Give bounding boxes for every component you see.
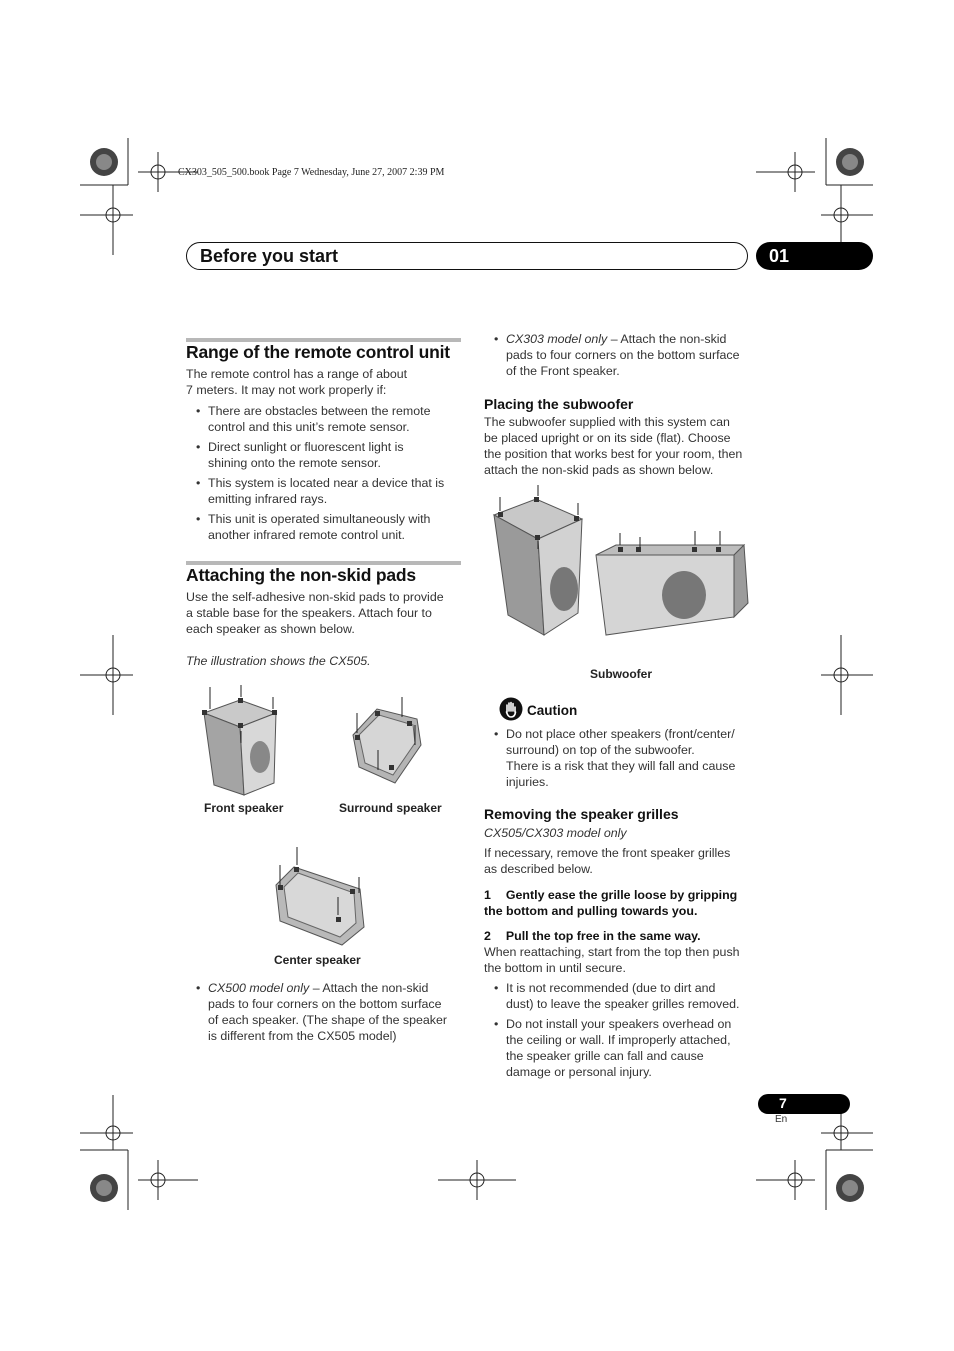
subwoofer-line: attach the non-skid pads as shown below. (484, 463, 714, 477)
subwoofer-line: the position that works best for your room, then (484, 447, 743, 461)
list-item: • CX500 model only – Attach the non-skid pads to four corners on the bottom surface of each speaker. (The shape of the speaker is different from the CX505 model) (186, 980, 471, 1044)
grille-intro-line: as described below. (484, 862, 593, 876)
subwoofer-title: Placing the subwoofer (484, 396, 634, 412)
grille-intro-line: If necessary, remove the front speaker grilles (484, 846, 731, 860)
caution-title: Caution (527, 703, 578, 718)
subwoofer-illustration (486, 485, 756, 645)
cx500-note (186, 980, 471, 1048)
list-item: • It is not recommended (due to dirt and dust) to leave the speaker grilles removed. (484, 980, 774, 1012)
illustration-note: The illustration shows the CX505. (186, 654, 371, 668)
list-item: • There are obstacles between the remote control and this unit’s remote sensor. (186, 403, 466, 435)
pads-intro-line: each speaker as shown below. (186, 622, 355, 636)
caption-surround-speaker: Surround speaker (339, 801, 442, 815)
step-number: 1 (484, 888, 491, 902)
caption-subwoofer: Subwoofer (590, 667, 652, 681)
pads-intro (186, 589, 444, 637)
chapter-number: 01 (769, 246, 790, 266)
range-intro-line: The remote control has a range of about (186, 367, 408, 381)
center-speaker-illustration (270, 845, 370, 950)
reattach-note (484, 944, 740, 976)
page-title: Before you start (200, 246, 339, 266)
list-item: • This unit is operated simultaneously with another infrared remote control unit. (186, 511, 466, 543)
range-intro (186, 366, 407, 398)
page-number: 7 (779, 1095, 787, 1111)
subwoofer-line: The subwoofer supplied with this system can (484, 415, 730, 429)
range-section-title: Range of the remote control unit (186, 342, 450, 362)
step-2: 2 Pull the top free in the same way. (484, 929, 701, 943)
pads-section-title: Attaching the non-skid pads (186, 565, 416, 585)
page-language: En (775, 1114, 788, 1125)
reattach-line: the bottom in until secure. (484, 961, 626, 975)
front-speaker-illustration (196, 685, 291, 800)
file-info-line: CX303_505_500.book Page 7 Wednesday, June 27, 2007 2:39 PM (178, 167, 445, 178)
list-item: • Do not place other speakers (front/center/ surround) on top of the subwoofer. There is a risk that they will fall and cause injuries. (484, 726, 769, 790)
subwoofer-intro (484, 414, 742, 478)
list-item: • Direct sunlight or fluorescent light is shining onto the remote sensor. (186, 439, 466, 471)
list-item: • CX303 model only – Attach the non-skid pads to four corners on the bottom surface of the Front speaker. (484, 331, 769, 379)
page-number-tab (758, 1094, 850, 1114)
step-number: 2 (484, 929, 491, 943)
caution-bullets (484, 726, 769, 794)
step-1: 1 Gently ease the grille loose by gripping the bottom and pulling towards you. (484, 888, 738, 918)
caption-center-speaker: Center speaker (274, 953, 361, 967)
list-item: • This system is located near a device that is emitting infrared rays. (186, 475, 466, 507)
surround-speaker-illustration (345, 695, 430, 790)
grille-title: Removing the speaker grilles (484, 806, 679, 822)
grille-model: CX505/CX303 model only (484, 826, 627, 840)
caption-front-speaker: Front speaker (204, 801, 284, 815)
list-item: • Do not install your speakers overhead on the ceiling or wall. If improperly attached, the speaker grille can fall and cause damage or personal injury. (484, 1016, 774, 1080)
grille-intro (484, 845, 730, 877)
range-intro-line: 7 meters. It may not work properly if: (186, 383, 387, 397)
caution-hand-icon (499, 697, 523, 721)
cx303-note (484, 331, 769, 383)
pads-intro-line: Use the self-adhesive non-skid pads to provide (186, 590, 444, 604)
grille-bullets (484, 980, 774, 1084)
range-bullets (186, 403, 466, 547)
pads-intro-line: a stable base for the speakers. Attach four to (186, 606, 432, 620)
subwoofer-line: be placed upright or on its side (flat). Choose (484, 431, 731, 445)
reattach-line: When reattaching, start from the top then push (484, 945, 740, 959)
